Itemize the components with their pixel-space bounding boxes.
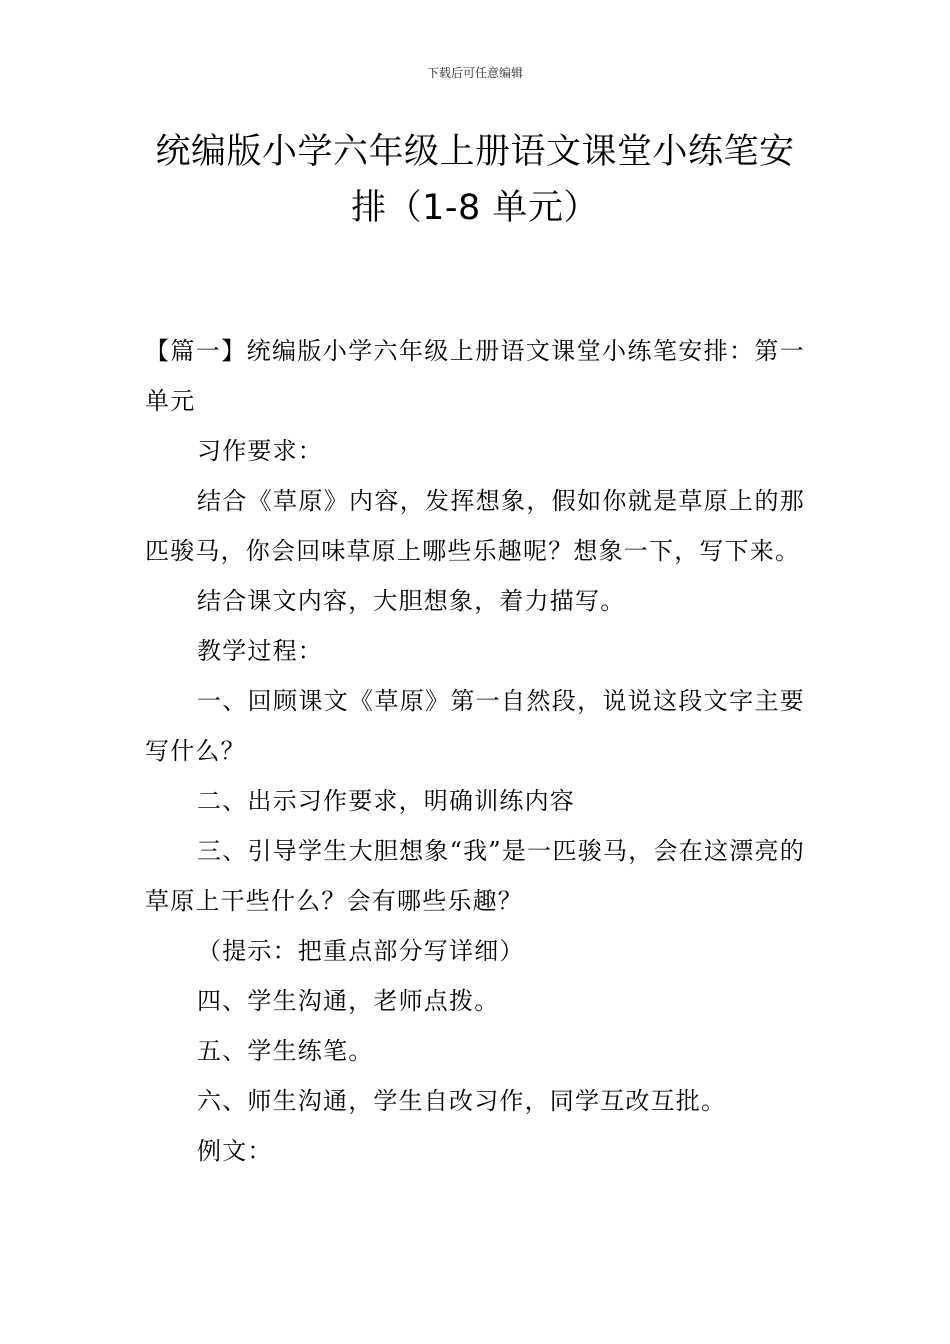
paragraph: 结合《草原》内容，发挥想象，假如你就是草原上的那匹骏马，你会回味草原上哪些乐趣呢？想象一下，写下来。 — [145, 487, 805, 565]
paragraph: 结合课文内容，大胆想象，着力描写。 — [197, 587, 626, 615]
section-heading: 【篇一】统编版小学六年级上册语文课堂小练笔安排：第一单元 — [145, 337, 805, 415]
paragraph: 六、师生沟通，学生自改习作，同学互改互批。 — [197, 1087, 727, 1115]
header-note: 下载后可任意编辑 — [426, 66, 523, 80]
document-body — [145, 326, 805, 1176]
paragraph: （提示：把重点部分写详细） — [197, 937, 525, 965]
document-title-line-2: 排（1-8 单元） — [351, 188, 599, 228]
paragraph: 四、学生沟通，老师点拨。 — [197, 987, 500, 1015]
paragraph: 二、出示习作要求，明确训练内容 — [197, 787, 575, 815]
paragraph: 例文： — [197, 1137, 273, 1165]
document-title-line-1: 统编版小学六年级上册语文课堂小练笔安 — [155, 132, 795, 172]
document-title — [150, 124, 800, 236]
paragraph: 教学过程： — [197, 637, 323, 665]
paragraph: 习作要求： — [197, 437, 323, 465]
paragraph: 一、回顾课文《草原》第一自然段，说说这段文字主要写什么？ — [145, 687, 805, 765]
paragraph: 五、学生练笔。 — [197, 1037, 374, 1065]
paragraph: 三、引导学生大胆想象“我”是一匹骏马，会在这漂亮的草原上干些什么？会有哪些乐趣？ — [145, 837, 805, 915]
